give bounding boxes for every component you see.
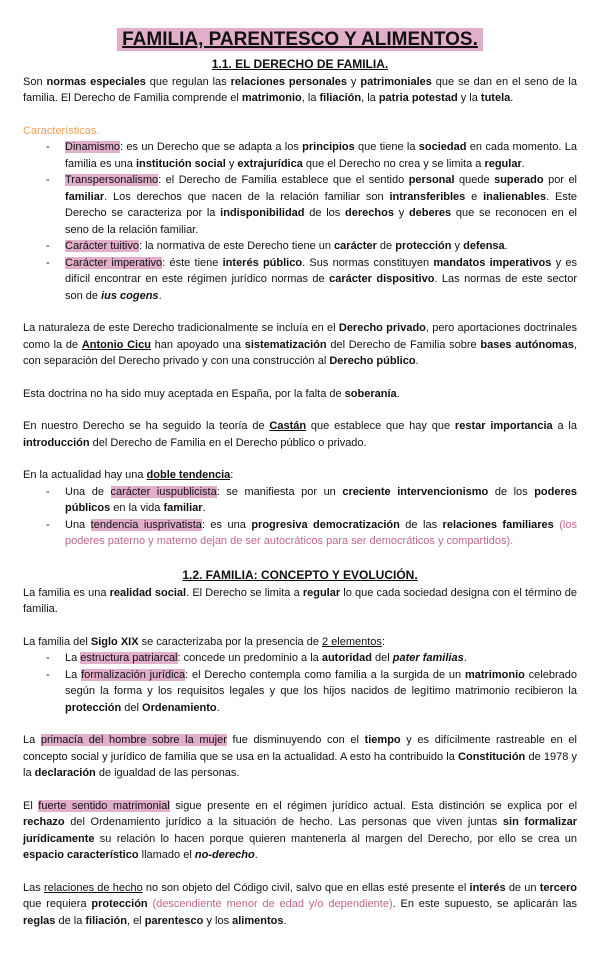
text-segment: familiar	[65, 190, 105, 203]
text-segment: : se manifiesta por un	[216, 485, 343, 498]
text-segment: de 1978 y la	[23, 750, 578, 780]
text-segment: progresiva democratización	[251, 518, 400, 531]
text-segment: sociedad	[418, 141, 467, 154]
list-item	[23, 517, 577, 550]
text-segment: fuerte sentido matrimonial	[38, 799, 170, 812]
list-item	[23, 484, 577, 517]
text-segment: protección	[65, 701, 122, 714]
text-segment: .	[521, 157, 525, 170]
document-title	[23, 28, 577, 52]
text-segment: se caracterizaba por la presencia de	[138, 635, 322, 648]
text-segment: La	[65, 668, 82, 681]
list-item	[23, 139, 577, 172]
text-segment: y	[393, 207, 409, 220]
text-segment: inalienables	[483, 190, 547, 203]
list-item	[23, 255, 577, 305]
text-segment: celebrado según la forma y los requisitos legales y que los hijos nacidos de legítimo matrimonio recibieron la	[65, 668, 577, 698]
text-segment: que se reconocen en el seno de la relación familiar.	[65, 207, 578, 236]
text-segment: Carácter tuitivo	[65, 240, 139, 253]
text-segment: La familia del	[23, 635, 91, 648]
text-segment: han apoyado una	[150, 338, 245, 351]
text-segment: Las	[23, 881, 44, 894]
text-segment: carácter	[334, 240, 377, 253]
nature-paragraph	[23, 320, 577, 370]
text-segment: , con separación del Derecho privado y con una construcción al	[23, 338, 577, 368]
text-segment: principios	[302, 141, 355, 154]
text-segment: rechazo	[23, 816, 65, 829]
primacy-paragraph	[23, 732, 577, 782]
text-segment: .	[415, 355, 419, 368]
text-segment: Dinamismo	[65, 141, 121, 154]
text-segment: que se dan en el seno de la familia. El Derecho de Familia comprende el	[23, 75, 577, 105]
text-segment: .	[202, 502, 206, 515]
text-segment: : éste tiene	[162, 256, 223, 269]
text-segment: .	[254, 849, 258, 862]
text-segment: por el	[543, 174, 578, 187]
text-segment: , la	[301, 92, 320, 105]
text-segment: y es difícil encontrar en este régimen jurídico normas de	[65, 256, 577, 286]
text-segment: Esta doctrina no ha sido muy aceptada en España, por la falta de	[23, 387, 345, 400]
text-segment: indisponibilidad	[220, 207, 305, 220]
characteristics-label	[23, 123, 577, 140]
text-segment: .	[463, 652, 467, 665]
text-segment: de las	[399, 518, 443, 531]
list-item	[23, 172, 577, 238]
xix-century-intro	[23, 634, 577, 651]
text-segment: patria potestad	[378, 92, 458, 105]
text-segment: filiación	[319, 92, 362, 105]
text-segment: formalización jurídica	[81, 668, 186, 681]
text-segment: en cada momento. La familia es una	[65, 141, 577, 170]
text-segment: Son	[23, 75, 47, 88]
text-segment: ius cogens	[101, 289, 159, 302]
text-segment: que el Derecho no crea y se limita a	[302, 157, 485, 170]
text-segment: patrimoniales	[360, 75, 432, 88]
list-item	[23, 650, 577, 667]
text-segment: poderes públicos	[65, 485, 577, 515]
text-segment: y	[451, 240, 464, 253]
text-segment: espacio característico	[23, 849, 139, 862]
text-segment: :	[230, 469, 234, 482]
text-segment: matrimonio	[241, 92, 302, 105]
list-item	[23, 667, 577, 717]
text-segment: a la	[552, 420, 577, 433]
text-segment: y	[347, 75, 361, 88]
text-segment: familiar	[163, 502, 203, 515]
list-item	[23, 238, 577, 255]
text-segment: Derecho privado	[338, 322, 426, 335]
text-segment: sin formalizar jurídicamente	[23, 816, 577, 845]
text-segment: Carácter imperativo	[65, 256, 163, 269]
intro-paragraph	[23, 74, 577, 107]
text-segment: tendencia iusprivatista	[90, 518, 202, 531]
text-segment: FAMILIA, PARENTESCO Y ALIMENTOS.	[117, 28, 483, 51]
text-segment: bases autónomas	[480, 338, 574, 351]
text-segment: defensa	[463, 240, 505, 253]
text-segment: :	[381, 635, 385, 648]
text-segment: Una de	[65, 485, 111, 498]
section-heading-1-1	[23, 55, 577, 73]
text-segment: .	[283, 914, 287, 927]
text-segment: e	[465, 190, 484, 203]
double-trend-list	[23, 484, 577, 550]
text-segment: y los	[203, 914, 233, 927]
text-segment: tiempo	[364, 734, 401, 747]
text-segment: La naturaleza de este Derecho tradicionalmente se incluía en el	[23, 322, 339, 335]
doctrine-paragraph	[23, 386, 577, 403]
text-segment: relaciones de hecho	[43, 881, 143, 894]
text-segment: : el Derecho de Familia establece que el sentido	[158, 174, 409, 187]
text-segment: de	[376, 240, 396, 253]
text-segment: En nuestro Derecho se ha seguido la teoría de	[23, 420, 270, 433]
text-segment: del	[371, 652, 393, 665]
text-segment: deberes	[408, 207, 452, 220]
text-segment: La	[65, 652, 81, 665]
text-segment: . Este Derecho se caracteriza por la	[65, 190, 577, 220]
text-segment: Antonio Cicu	[81, 338, 151, 351]
text-segment: relaciones familiares	[442, 518, 554, 531]
text-segment: filiación	[85, 914, 127, 927]
text-segment: de un	[505, 881, 540, 894]
text-segment: tercero	[539, 881, 577, 894]
text-segment: (descendiente menor de edad y/o dependiente)	[152, 898, 393, 911]
text-segment: : es una	[201, 518, 252, 531]
text-segment: Castán	[269, 420, 307, 433]
text-segment: regular	[484, 157, 522, 170]
text-segment: parentesco	[144, 914, 204, 927]
text-segment: . Las normas de este sector son de	[65, 273, 578, 302]
text-segment: derechos	[345, 207, 394, 220]
text-segment: , el	[126, 914, 145, 927]
de-facto-relations-paragraph	[23, 880, 577, 930]
text-segment: .	[396, 387, 400, 400]
text-segment: tutela	[480, 92, 511, 105]
text-segment: no son objeto del Código civil, salvo que en ellas esté presente el	[142, 881, 470, 894]
text-segment: carácter iuspublicista	[110, 485, 217, 498]
text-segment: Ordenamiento	[142, 701, 217, 714]
text-segment: .	[504, 240, 508, 253]
text-segment: de la	[55, 914, 86, 927]
text-segment: que requiera	[23, 898, 92, 911]
text-segment: fue disminuyendo con el	[226, 734, 365, 747]
text-segment: quede	[454, 174, 495, 187]
text-segment: 1.1. EL DERECHO DE FAMILIA.	[211, 56, 389, 71]
text-segment: , la	[361, 92, 379, 105]
text-segment: carácter dispositivo	[329, 273, 435, 286]
double-trend-intro	[23, 467, 577, 484]
text-segment: que establece que hay que	[306, 420, 455, 433]
text-segment: y es difícilmente rastreable en el concepto social y jurídico de familia que se usa en la actualidad. A esto ha contribuido la	[23, 734, 577, 763]
text-segment: protección	[395, 240, 452, 253]
text-segment: Características.	[23, 124, 100, 137]
text-segment: realidad social	[109, 586, 187, 599]
text-segment: extrajurídica	[237, 157, 303, 170]
text-segment: regular	[302, 586, 341, 599]
text-segment: Una	[65, 518, 91, 531]
text-segment: de igualdad de las personas.	[95, 767, 240, 780]
social-reality-paragraph	[23, 585, 577, 618]
text-segment: declaración	[34, 767, 96, 780]
text-segment: doble tendencia	[146, 469, 231, 482]
text-segment: autoridad	[321, 652, 372, 665]
text-segment: : la normativa de este Derecho tiene un	[138, 240, 335, 253]
text-segment: soberanía	[344, 387, 397, 400]
text-segment: : es un Derecho que se adapta a los	[120, 141, 303, 154]
text-segment: del Ordenamiento jurídico a la situación de hecho. Las personas que viven juntas	[64, 816, 503, 829]
text-segment: : el Derecho contempla como familia a la surgida de un	[185, 668, 465, 681]
text-segment: no-derecho	[194, 849, 255, 862]
text-segment: introducción	[23, 436, 90, 449]
text-segment: .	[510, 92, 514, 105]
text-segment: del Derecho de Familia sobre	[326, 338, 481, 351]
text-segment: normas especiales	[46, 75, 146, 88]
text-segment: Siglo XIX	[90, 635, 139, 648]
text-segment: El	[23, 799, 39, 812]
section-heading-1-2	[23, 566, 577, 584]
text-segment: matrimonio	[464, 668, 525, 681]
text-segment: estructura patriarcal	[80, 652, 178, 665]
text-segment: : concede un predominio a la	[177, 652, 322, 665]
text-segment: alimentos	[232, 914, 284, 927]
text-segment: y	[225, 157, 238, 170]
text-segment: 1.2. FAMILIA: CONCEPTO Y EVOLUCIÓN.	[182, 567, 418, 582]
text-segment: su relación lo hacen porque quieren mantenerla al margen del Derecho, por ello se crea un	[94, 832, 577, 845]
text-segment: superado	[494, 174, 544, 187]
text-segment: lo que cada sociedad designa con el término de familia.	[23, 586, 578, 616]
two-elements-list	[23, 650, 577, 716]
text-segment: sistematización	[244, 338, 327, 351]
text-segment: relaciones personales	[230, 75, 348, 88]
text-segment: pater familias	[392, 652, 464, 665]
text-segment: en la vida	[110, 502, 164, 515]
text-segment: 2 elementos	[322, 635, 382, 648]
text-segment: reglas	[23, 914, 56, 927]
text-segment: de los	[304, 207, 346, 220]
text-segment: del Derecho de Familia en el Derecho público o privado.	[89, 436, 367, 449]
text-segment: que regulan las	[145, 75, 231, 88]
text-segment: del	[121, 701, 143, 714]
text-segment: interés público	[222, 256, 303, 269]
text-segment: Transpersonalismo	[65, 174, 159, 187]
castan-paragraph	[23, 418, 577, 451]
text-segment: intransferibles	[389, 190, 466, 203]
text-segment: creciente intervencionismo	[342, 485, 489, 498]
text-segment: y la	[457, 92, 481, 105]
text-segment: , pero aportaciones doctrinales como la de	[23, 322, 577, 351]
text-segment: primacía del hombre sobre la mujer	[40, 734, 227, 747]
text-segment: que tiene la	[354, 141, 419, 154]
text-segment: (los poderes paterno y materno dejan de ser autocráticos para ser democráticos y compartidos).	[65, 518, 577, 548]
text-segment: protección	[91, 898, 148, 911]
text-segment: Derecho público	[329, 355, 416, 368]
text-segment: sigue presente en el régimen jurídico actual. Esta distinción se explica por el	[169, 799, 578, 812]
text-segment: La	[23, 734, 41, 747]
text-segment: interés	[469, 881, 506, 894]
text-segment: .	[158, 289, 162, 302]
text-segment: . En este supuesto, se aplicarán las	[392, 898, 577, 911]
text-segment: La familia es una	[23, 586, 110, 599]
matrimonial-sense-paragraph	[23, 798, 577, 864]
text-segment: .	[216, 701, 220, 714]
text-segment: mandatos imperativos	[433, 256, 552, 269]
text-segment: . Los derechos que nacen de la relación familiar son	[104, 190, 390, 203]
text-segment: personal	[408, 174, 455, 187]
text-segment: de los	[488, 485, 535, 498]
text-segment: Constitución	[458, 750, 526, 763]
text-segment: . Sus normas constituyen	[302, 256, 434, 269]
text-segment: institución social	[135, 157, 226, 170]
text-segment: En la actualidad hay una	[23, 469, 147, 482]
text-segment: restar importancia	[454, 420, 553, 433]
text-segment: . El Derecho se limita a	[186, 586, 303, 599]
text-segment: llamado el	[138, 849, 195, 862]
characteristics-list	[23, 139, 577, 304]
